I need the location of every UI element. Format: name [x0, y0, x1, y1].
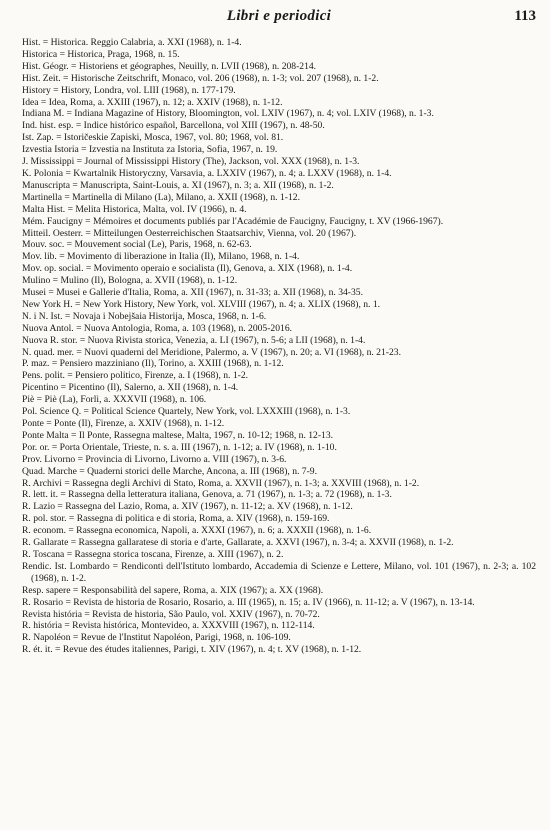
list-item: Hist. = Historica. Reggio Calabria, a. XXI (1968), n. 1-4. — [22, 37, 242, 48]
list-item: R. história = Revista histórica, Montevideo, a. XXXVIII (1967), n. 112-114. — [22, 620, 315, 632]
list-item: Rendic. Ist. Lombardo = Rendiconti dell'Istituto lombardo, Accademia di Scienze e Lettere, Milano, vol. 101 (1967), n. 2-3; a. 102 (1968), n. 1-2. — [22, 560, 536, 584]
list-item: Izvestia Istoria = Izvestia na Instituta za Istoria, Sofia, 1967, n. 19. — [22, 144, 278, 156]
list-item: R. lett. it. = Rassegna della letteratura italiana, Genova, a. 71 (1967), n. 1-3; a. 72 (1968), n. 1-3. — [22, 489, 392, 501]
list-item: Piè = Piè (La), Forlì, a. XXXVII (1968), n. 106. — [22, 394, 207, 406]
list-item: Resp. sapere = Responsabilità del sapere, Roma, a. XIX (1967); a. XX (1968). — [22, 584, 324, 596]
list-item: Mulino = Mulino (Il), Bologna, a. XVII (1968), n. 1-12. — [22, 275, 238, 287]
list-item: R. Toscana = Rassegna storica toscana, Firenze, a. XIII (1967), n. 2. — [22, 548, 284, 560]
list-item: Hist. Zeit. = Historische Zeitschrift, Monaco, vol. 206 (1968), n. 1-3; vol. 207 (1968), n. 1-2. — [22, 72, 379, 84]
list-item: Musei = Musei e Gallerie d'Italia, Roma, a. XII (1967), n. 31-33; a. XII (1968), n. 34-35. — [22, 287, 363, 299]
list-item: New York H. = New York History, New York, vol. XLVIII (1967), n. 4; a. XLIX (1968), n. 1. — [22, 298, 381, 310]
list-item: Mov. lib. = Movimento di liberazione in Italia (Il), Milano, 1968, n. 1-4. — [22, 251, 300, 263]
list-item: R. pol. stor. = Rassegna di politica e di storia, Roma, a. XIV (1968), n. 159-169. — [22, 513, 330, 525]
list-item: Mov. op. social. = Movimento operaio e socialista (Il), Genova, a. XIX (1968), n. 1-4. — [22, 263, 353, 275]
list-item: Indiana M. = Indiana Magazine of History, Bloomington, vol. LXIV (1967), n. 4; vol. LXIV (1968), n. 1-3. — [22, 108, 434, 120]
list-item: Mouv. soc. = Mouvement social (Le), Paris, 1968, n. 62-63. — [22, 239, 252, 251]
list-item: Por. or. = Porta Orientale, Trieste, n. s. a. III (1967), n. 1-12; a. IV (1968), n. 1-10. — [22, 441, 337, 453]
list-item: Quad. Marche = Quaderni storici delle Marche, Ancona, a. III (1968), n. 7-9. — [22, 465, 317, 477]
list-item: Prov. Livorno = Provincia di Livorno, Livorno a. VIII (1967), n. 3-6. — [22, 453, 287, 465]
list-item: N. i N. Ist. = Novaja i Nobejšaia Historija, Mosca, 1968, n. 1-6. — [22, 310, 267, 322]
list-item: R. Lazio = Rassegna del Lazio, Roma, a. XIV (1967), n. 11-12; a. XV (1968), n. 1-12. — [22, 501, 353, 513]
list-item: R. Napoléon = Revue de l'Institut Napoléon, Parigi, 1968, n. 106-109. — [22, 632, 291, 644]
list-item: Malta Hist. = Melita Historica, Malta, vol. IV (1966), n. 4. — [22, 203, 247, 215]
abbreviation-list — [22, 37, 536, 656]
list-item: Manuscripta = Manuscripta, Saint-Louis, a. XI (1967), n. 3; a. XII (1968), n. 1-2. — [22, 179, 334, 191]
list-item: Mém. Faucigny = Mémoires et documents publiés par l'Académie de Faucigny, Faucigny, t. XV (1966-1967). — [22, 215, 444, 227]
list-item: Pol. Science Q. = Political Science Quartely, New York, vol. LXXXIII (1968), n. 1-3. — [22, 406, 351, 418]
list-item: Ponte Malta = Il Ponte, Rassegna maltese, Malta, 1967, n. 10-12; 1968, n. 12-13. — [22, 429, 334, 441]
list-item: R. ét. it. = Revue des études italiennes, Parigi, t. XIV (1967), n. 4; t. XV (1968), n. 1-12. — [22, 644, 362, 656]
page-header — [22, 8, 536, 30]
page-number: 113 — [514, 8, 536, 24]
list-item: Revista história = Revista de historia, São Paulo, vol. XXIV (1967), n. 70-72. — [22, 608, 320, 620]
list-item: N. quad. mer. = Nuovi quaderni del Meridione, Palermo, a. V (1967), n. 20; a. VI (1968), n. 21-23. — [22, 346, 401, 358]
running-title: Libri e periodici — [226, 8, 332, 24]
list-item: Ind. hist. esp. = Indice histórico español, Barcellona, vol XIII (1967), n. 48-50. — [22, 120, 325, 132]
list-item: Ponte = Ponte (Il), Firenze, a. XXIV (1968), n. 1-12. — [22, 418, 225, 429]
list-item: Mitteil. Oesterr. = Mitteilungen Oesterreichischen Staatsarchiv, Vienna, vol. 20 (1967). — [22, 227, 357, 239]
list-item: Idea = Idea, Roma, a. XXIII (1967), n. 12; a. XXIV (1968), n. 1-12. — [22, 96, 283, 108]
list-item: Martinella = Martinella di Milano (La), Milano, a. XXII (1968), n. 1-12. — [22, 191, 300, 203]
list-item: Picentino = Picentino (Il), Salerno, a. XII (1968), n. 1-4. — [22, 382, 239, 394]
list-item: J. Mississippi = Journal of Mississippi History (The), Jackson, vol. XXX (1968), n. 1-3. — [22, 156, 360, 168]
list-item: R. econom. = Rassegna economica, Napoli, a. XXXI (1967), n. 6; a. XXXII (1968), n. 1-6. — [22, 525, 372, 537]
list-item: Ist. Zap. = Istoričeskie Zapiski, Mosca, 1967, vol. 80; 1968, vol. 81. — [22, 132, 284, 144]
list-item: K. Polonia = Kwartalnik Historyczny, Varsavia, a. LXXIV (1967), n. 4; a. LXXV (1968), n. 1-4. — [22, 167, 392, 179]
list-item: Pens. polit. = Pensiero politico, Firenze, a. I (1968), n. 1-2. — [22, 370, 249, 382]
list-item: Historica = Historica, Praga, 1968, n. 15. — [22, 48, 180, 60]
list-item: Nuova R. stor. = Nuova Rivista storica, Venezia, a. LI (1967), n. 5-6; a LII (1968), n. 1-4. — [22, 334, 366, 346]
list-item: Hist. Géogr. = Historiens et géographes, Neuilly, n. LVII (1968), n. 208-214. — [22, 60, 317, 72]
list-item: History = History, Londra, vol. LIII (1968), n. 177-179. — [22, 84, 236, 96]
list-item: R. Gallarate = Rassegna gallaratese di storia e d'arte, Gallarate, a. XXVI (1967), n. 3-4; a. XXVII (1968), n. 1-2. — [22, 537, 454, 549]
list-item: P. maz. = Pensiero mazziniano (Il), Torino, a. XXIII (1968), n. 1-12. — [22, 358, 284, 370]
list-item: R. Archivi = Rassegna degli Archivi di Stato, Roma, a. XXVII (1967), n. 1-3; a. XXVIII (1968), n. 1-2. — [22, 477, 420, 489]
list-item: R. Rosario = Revista de historia de Rosario, Rosario, a. III (1965), n. 15; a. IV (1966), n. 11-12; a. V (1967), n. 13-14. — [22, 596, 475, 608]
list-item: Nuova Antol. = Nuova Antologia, Roma, a. 103 (1968), n. 2005-2016. — [22, 322, 293, 334]
